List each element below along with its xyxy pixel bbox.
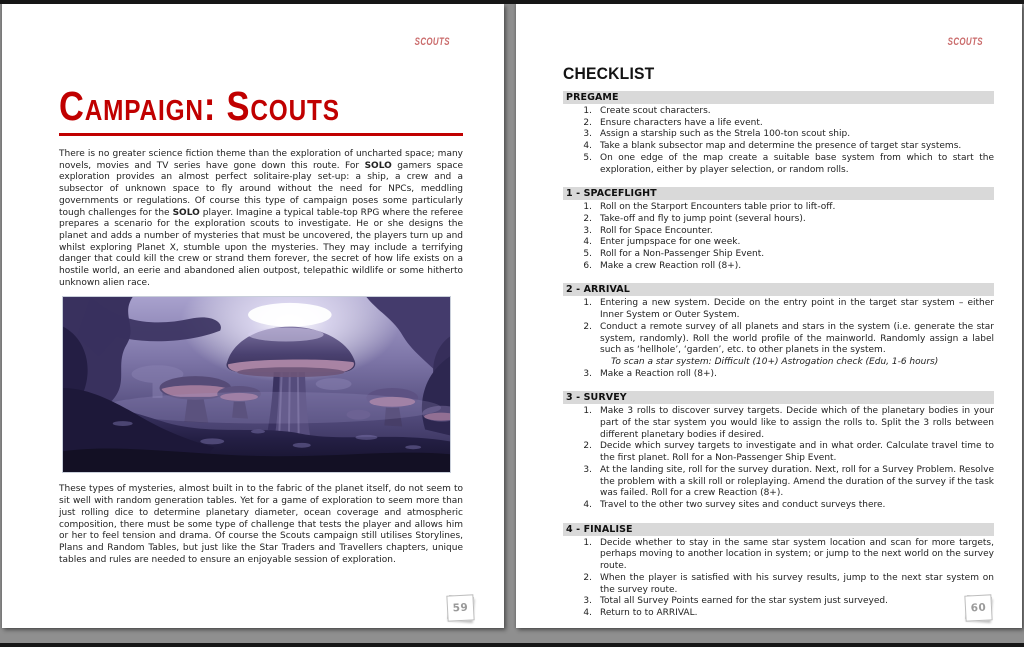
checklist-item: Return to to ARRIVAL.	[600, 607, 698, 618]
checklist-item: Roll on the Starport Encounters table prior to lift-off.	[600, 202, 836, 213]
checklist-item: Travel to the other two survey sites and conduct surveys there.	[600, 499, 886, 510]
brand-wordmark: SCOUTS	[414, 36, 450, 48]
checklist-item: Ensure characters have a life event.	[600, 117, 763, 128]
title-underline	[59, 133, 463, 136]
checklist-item: Roll for a Non-Passenger Ship Event.	[600, 249, 765, 260]
checklist-item: When the player is satisfied with his survey results, jump to the next star system on the survey route.	[600, 572, 994, 595]
chapter-title	[59, 83, 462, 129]
section-header: 4 - FINALISE	[563, 523, 994, 536]
checklist-title-text: CHECKLIST	[563, 65, 655, 83]
checklist-item: Assign a starship such as the Strela 100-ton scout ship.	[600, 129, 851, 140]
checklist-item: Make a Reaction roll (8+).	[600, 368, 717, 379]
section-header: 1 - SPACEFLIGHT	[563, 187, 994, 200]
checklist-item: Decide whether to stay in the same star system location and scan for more targets, perhaps moving to another location in system; or jump to the next world on the survey route.	[600, 537, 994, 572]
checklist-items	[563, 106, 994, 176]
viewer-top-edge	[0, 0, 1024, 4]
checklist-items	[563, 406, 994, 511]
checklist-item: Take-off and fly to jump point (several hours).	[600, 213, 806, 224]
checklist-items	[563, 538, 994, 620]
checklist-item: Roll for Space Encounter.	[600, 225, 713, 236]
checklist-title	[563, 57, 993, 85]
checklist-section	[563, 391, 994, 511]
page-60-content	[516, 4, 1022, 628]
checklist-item: Enter jumpspace for one week.	[600, 237, 741, 248]
brand-wordmark: SCOUTS	[947, 36, 983, 48]
alien-mushroom-artwork	[62, 296, 451, 473]
running-header	[59, 30, 462, 48]
page-number-badge	[447, 595, 474, 621]
section-header: 2 - ARRIVAL	[563, 283, 994, 296]
viewer-bottom-edge	[0, 643, 1024, 647]
checklist-item: Entering a new system. Decide on the entry point in the target star system – either Inner System or Outer System.	[600, 298, 994, 321]
intro-paragraph: There is no greater science fiction theme than the exploration of uncharted space; many novels, movies and TV series have gone down this route. For SOLO gamers space exploration provides an almost perfect solitaire-play set-up: a ship, a crew and a subsector of unknown space to fly around without the need for NPCs, meddling governments or regulations. Of course this type of campaign poses some particularly tough challenges for the SOLO player. Imagine a typical table-top RPG where the referee prepares a scenario for the exploration scouts to investigate. He or she designs the planet and adds a number of mysteries that must be uncovered, the players turn up and whilst exploring Planet X, stumble upon the mysteries. They may include a terrifying danger that could kill the crew or strand them forever, the secret of how life exists on a hostile world, an eerie and abandoned alien outpost, telepathic wildlife or some hitherto unknown alien race.	[59, 149, 463, 288]
checklist-items	[563, 202, 994, 272]
section-header: PREGAME	[563, 91, 994, 104]
section-header: 3 - SURVEY	[563, 391, 994, 404]
checklist-item: Total all Survey Points earned for the star system just surveyed.	[600, 596, 888, 607]
checklist-item: Decide which survey targets to investigate and in what order. Calculate travel time to the first planet. Roll for a Non-Passenger Ship Event.	[600, 441, 994, 464]
checklist-section	[563, 91, 994, 176]
checklist-item: Make 3 rolls to discover survey targets. Decide which of the planetary bodies in your part of the star system you would like to assign the rolls to. Split the 3 rolls between different planetary bodies if desired.	[600, 406, 994, 440]
checklist-items	[563, 298, 994, 380]
alien-landscape-illustration	[63, 297, 450, 472]
checklist-item: Make a crew Reaction roll (8+).	[600, 260, 742, 271]
checklist-section	[563, 523, 994, 620]
checklist-item: Take a blank subsector map and determine the presence of target star systems.	[600, 141, 962, 152]
item-note: To scan a star system: Difficult (10+) Astrogation check (Edu, 1-6 hours)	[611, 356, 939, 367]
page-59	[2, 4, 504, 628]
checklist-item: At the landing site, roll for the survey duration. Next, roll for a Survey Problem. Resolve the problem with a skill roll or roleplaying. Amend the duration of the survey if the task was failed. Roll for a crew Reaction (8+).	[600, 464, 994, 499]
checklist-item: On one edge of the map create a suitable base system from which to start the exploration, either by player selection, or random rolls.	[600, 152, 994, 175]
page-59-content	[2, 4, 504, 628]
checklist-section	[563, 283, 994, 380]
checklist-item: Create scout characters.	[600, 106, 711, 116]
page-number-badge	[965, 595, 992, 621]
checklist-section	[563, 187, 994, 272]
checklist-item: Conduct a remote survey of all planets and stars in the system (i.e. generate the star system, randomly). Roll the world profile of the mainworld. Randomly assign a label such as ‘hellhole’, ‘garden’, etc. to other planets in the system. To scan a star system: Difficult (10+) Astrogation check (Edu, 1-6 hours)	[600, 321, 994, 367]
checklist-sections	[563, 91, 994, 620]
chapter-title-text: Campaign: Scouts	[59, 83, 340, 129]
running-header	[563, 30, 993, 48]
page-number: 60	[964, 594, 992, 621]
page-number: 59	[446, 594, 474, 621]
page-60	[516, 4, 1022, 628]
closing-paragraph: These types of mysteries, almost built in to the fabric of the planet itself, do not seem to sit well with random generation tables. Yet for a game of exploration to seem more than just rolling dice to determine planetary diameter, ocean coverage and atmospheric composition, there must be some type of challenge that tests the player and allows him or her to feel tension and drama. Of course the Scouts campaign still utilises Storylines, Plans and Random Tables, but just like the Star Traders and Travellers chapters, unique tables and rules are needed to ensure an enjoyable session of exploration.	[59, 484, 463, 565]
